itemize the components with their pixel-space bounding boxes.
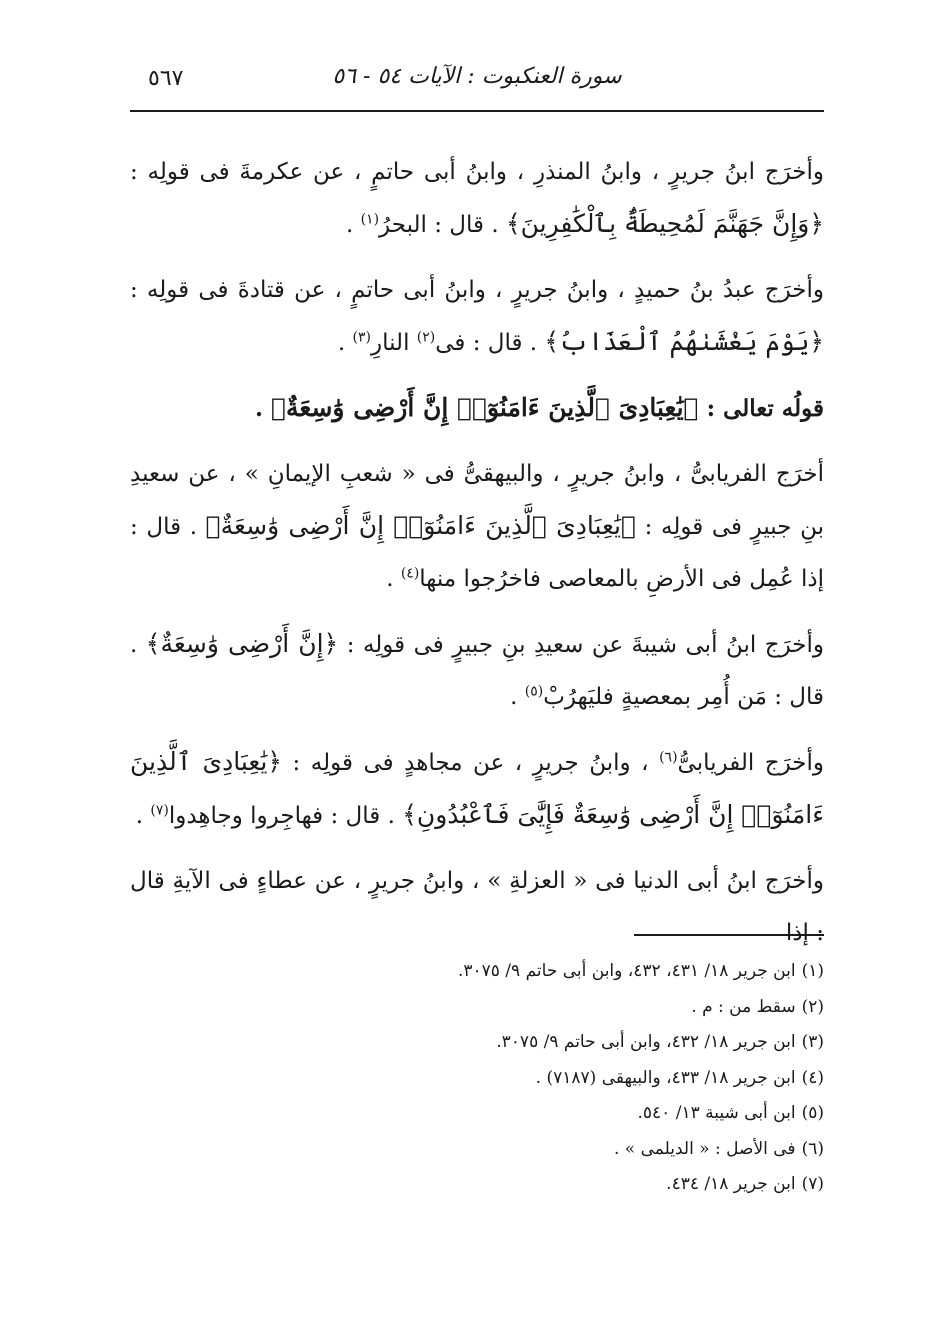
footnote-marker: (٦) xyxy=(659,749,678,766)
footnote-marker: (٤) xyxy=(400,565,420,582)
paragraph-text: أخرَج الفريابىُّ ، وابنُ جريرٍ ، والبيهقىُّ فى « شعبِ الإيمانِ » ، عن سعيدِ بنِ جبيرٍ فى قولِه : xyxy=(130,461,824,540)
paragraph-ata xyxy=(130,855,824,959)
paragraph-text: . قال : البحرُ xyxy=(379,212,506,238)
footnote-item xyxy=(130,1096,824,1132)
quran-verse: ﴿وَإِنَّ جَهَنَّمَ لَمُحِيطَةٌۢ بِٱلْكَٰفِرِينَ﴾ xyxy=(505,209,824,238)
footnote-number: (٣) xyxy=(801,1032,824,1052)
footnote-item xyxy=(130,1167,824,1203)
footnote-number: (٦) xyxy=(801,1138,824,1159)
section-heading xyxy=(130,382,824,435)
footnote-item xyxy=(130,1061,824,1097)
quran-verse: ﴿يَٰعِبَادِىَ ٱلَّذِينَ ءَامَنُوٓا۟ إِنَّ أَرْضِى وَٰسِعَةٌ﴾ xyxy=(271,393,699,422)
footnote-marker: (٧) xyxy=(150,802,169,819)
footnote-item xyxy=(130,990,824,1026)
paragraph-text: وأخرَج ابنُ أبى الدنيا فى « العزلةِ » ، وابنُ جريرٍ ، عن عطاءٍ فى الآيةِ قال : إذا xyxy=(130,868,824,946)
footnote-number: (٤) xyxy=(801,1067,824,1088)
footnote-text: سقط من : م . xyxy=(691,996,796,1017)
paragraph-text: ، وابنُ جريرٍ ، عن مجاهدٍ فى قولِه : xyxy=(282,750,660,776)
paragraph-text: . قال : مَن أُمِر بمعصيةٍ فليَهرُبْ xyxy=(130,632,824,710)
footnote-marker: (٥) xyxy=(524,683,544,700)
footnote-marker: (٣) xyxy=(352,329,371,346)
quran-verse: ﴿إِنَّ أَرْضِى وَٰسِعَةٌ﴾ xyxy=(145,629,339,658)
paragraph-text: النارِ xyxy=(371,330,417,356)
heading-text: . xyxy=(254,395,271,422)
footnote-text: فى الأصل : « الديلمى » . xyxy=(614,1138,796,1159)
quran-verse: ﴿يَٰعِبَادِىَ ٱلَّذِينَ ءَامَنُوٓا۟ إِنَّ أَرْضِى وَٰسِعَةٌ﴾ xyxy=(205,511,637,540)
footnote-item xyxy=(130,954,824,990)
quran-verse: ﴿يَوْمَ يَغْشَىٰهُمُ ٱلْعَذَابُ﴾ xyxy=(544,327,824,356)
footnote-text: ابن أبى شيبة ١٣/ ٥٤٠. xyxy=(637,1103,796,1123)
footnote-number: (٥) xyxy=(801,1103,824,1123)
paragraph-text: . xyxy=(386,566,401,592)
paragraph-text: . xyxy=(135,803,151,829)
footnote-text: ابن جرير ١٨/ ٤٣٣، والبيهقى (٧١٨٧) . xyxy=(535,1067,796,1088)
paragraph-said-ibn-jubayr xyxy=(130,448,824,605)
paragraph-text: . قال : فهاجِروا وجاهِدوا xyxy=(168,803,403,829)
footnote-divider xyxy=(634,934,824,936)
paragraph-text: وأخرَج ابنُ جريرٍ ، وابنُ المنذرِ ، وابنُ أبى حاتمٍ ، عن عكرمةَ فى قولِه : xyxy=(130,159,824,185)
paragraph-ibn-abi-shaybah xyxy=(130,618,824,723)
paragraph-text: . xyxy=(510,684,525,710)
footnote-number: (٢) xyxy=(801,996,824,1017)
quran-verse: ﴿يَٰعِبَادِىَ ٱلَّذِينَ ءَامَنُوٓا۟ إِنَّ أَرْضِى وَٰسِعَةٌ فَإِيَّٰىَ فَٱعْبُدُونِ﴾ xyxy=(130,747,824,829)
footnote-item xyxy=(130,1132,824,1168)
footnote-number: (٧) xyxy=(801,1174,824,1194)
paragraph-text: . قال : فى xyxy=(435,330,545,356)
paragraph-text: . xyxy=(345,212,361,238)
footnotes xyxy=(130,954,824,1203)
page-number: ٥٦٧ xyxy=(148,66,184,91)
paragraph-text: وأخرَج الفريابىُّ xyxy=(677,750,824,776)
paragraph-mujahid xyxy=(130,736,824,842)
paragraph-text: وأخرَج عبدُ بنُ حميدٍ ، وابنُ جريرٍ ، وابنُ أبى حاتمٍ ، عن قتادةَ فى قولِه : xyxy=(130,277,824,303)
footnote-marker: (١) xyxy=(360,211,380,228)
body-text xyxy=(130,146,824,959)
paragraph-text: . قال : إذا عُمِل فى الأرضِ بالمعاصى فاخرُجوا منها xyxy=(130,514,824,592)
footnote-text: ابن جرير ١٨/ ٤٣٤. xyxy=(666,1174,796,1194)
running-title: سورة العنكبوت : الآيات ٥٤ - ٥٦ xyxy=(332,64,622,89)
footnote-number: (١) xyxy=(801,961,824,981)
footnote-item xyxy=(130,1025,824,1061)
paragraph-ikrimah xyxy=(130,146,824,251)
footnote-text: ابن جرير ١٨/ ٤٣٢، وابن أبى حاتم ٩/ ٣٠٧٥. xyxy=(496,1032,796,1052)
paragraph-text: وأخرَج ابنُ أبى شيبةَ عن سعيدِ بنِ جبيرٍ فى قولِه : xyxy=(338,632,824,658)
paragraph-qatadah xyxy=(130,264,824,369)
heading-text: قولُه تعالى : xyxy=(698,395,824,422)
page xyxy=(130,58,824,1194)
footnote-marker: (٢) xyxy=(416,329,436,346)
footnote-text: ابن جرير ١٨/ ٤٣١، ٤٣٢، وابن أبى حاتم ٩/ ٣٠٧٥. xyxy=(457,961,796,981)
running-header xyxy=(130,58,824,112)
paragraph-text: . xyxy=(337,330,353,356)
